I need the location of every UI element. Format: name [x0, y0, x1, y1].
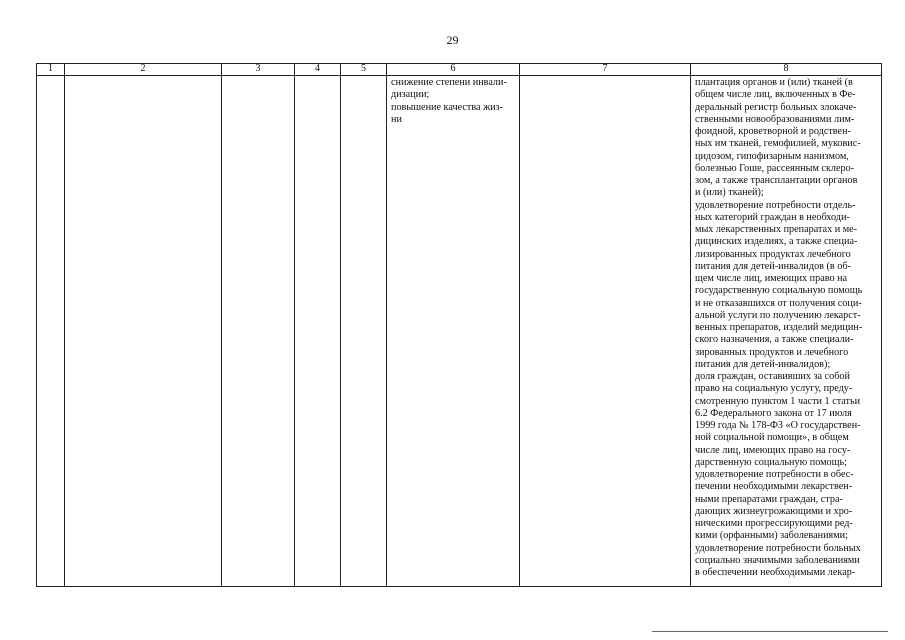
cell-line: венных препаратов, изделий медицин-	[695, 322, 863, 333]
cell-line: повышение качества жиз-	[391, 101, 503, 113]
cell-line: ственными новообразованиями лим-	[695, 113, 855, 125]
cell-line: ных категорий граждан в необходи-	[695, 211, 850, 223]
cell-line: лизированных продуктах лечебного	[695, 248, 851, 260]
cell-line: мых лекарственных препаратах и ме-	[695, 224, 858, 235]
cell-line: дарственную социальную помощь;	[695, 456, 847, 468]
cell-line: дизации;	[391, 89, 430, 101]
cell-col-3	[222, 76, 295, 587]
cell-line: 6.2 Федерального закона от 17 июля	[695, 407, 852, 419]
cell-line: общем числе лиц, включенных в Фе-	[695, 89, 856, 101]
cell-line: право на социальную услугу, преду-	[695, 383, 853, 395]
cell-col-4	[295, 76, 341, 587]
table-row	[37, 76, 882, 587]
cell-line: питания для детей-инвалидов);	[695, 358, 831, 370]
table-header-row	[37, 64, 882, 76]
cell-line: кими (орфанными) заболеваниями;	[695, 530, 848, 542]
cell-line: смотренную пунктом 1 части 1 статьи	[695, 395, 861, 407]
cell-line: удовлетворение потребности больных	[695, 542, 861, 554]
cell-col-7	[520, 76, 691, 587]
column-header-5: 5	[341, 64, 387, 76]
cell-line: удовлетворение потребности в обес-	[695, 469, 854, 480]
cell-line: щем числе лиц, имеющих право на	[695, 273, 848, 284]
cell-col-2	[65, 76, 222, 587]
cell-line: дающих жизнеугрожающими и хро-	[695, 505, 853, 517]
cell-line: деральный регистр больных злокаче-	[695, 101, 857, 113]
document-table	[36, 63, 882, 587]
cell-line: цидозом, гипофизарным нанизмом,	[695, 150, 849, 162]
cell-line: альной услуги по получению лекарст-	[695, 309, 861, 321]
cell-line: числе лиц, имеющих право на госу-	[695, 444, 851, 456]
column-header-3: 3	[222, 64, 295, 76]
cell-col-6-text	[387, 76, 519, 126]
cell-line: ных им тканей, гемофилией, муковис-	[695, 138, 861, 150]
column-header-6: 6	[387, 64, 520, 76]
cell-line: зом, а также трансплантации органов	[695, 175, 858, 186]
cell-col-1	[37, 76, 65, 587]
cell-line: дицинских изделиях, а также специа-	[695, 236, 858, 248]
cell-line: в обеспечении необходимыми лекар-	[695, 567, 856, 578]
column-header-4: 4	[295, 64, 341, 76]
column-header-8: 8	[691, 64, 882, 76]
cell-line: фоидной, кроветворной и родствен-	[695, 126, 851, 137]
cell-line: и не отказавшихся от получения соци-	[695, 297, 862, 309]
cell-line: доля граждан, оставивших за собой	[695, 371, 850, 382]
cell-line: ническими прогрессирующими ред-	[695, 518, 853, 529]
column-header-7: 7	[520, 64, 691, 76]
cell-line: ными препаратами граждан, стра-	[695, 493, 843, 505]
cell-col-5	[341, 76, 387, 587]
cell-line: ского назначения, а также специали-	[695, 334, 854, 346]
cell-line: и (или) тканей);	[695, 187, 764, 199]
cell-col-6	[387, 76, 520, 587]
cell-line: снижение степени инвали-	[391, 77, 507, 88]
cell-line: зированных продуктов и лечебного	[695, 346, 849, 358]
cell-line: болезнью Гоше, рассеянным склеро-	[695, 162, 855, 174]
cell-line: государственную социальную помощь	[695, 285, 863, 297]
cell-col-8	[691, 76, 882, 587]
cell-line: ной социальной помощи», в общем	[695, 432, 849, 444]
cell-line: удовлетворение потребности отдель-	[695, 199, 856, 211]
cell-line: ни	[391, 113, 402, 125]
cell-line: печении необходимыми лекарствен-	[695, 481, 853, 493]
page-number: 29	[446, 33, 459, 47]
cell-line: социально значимыми заболеваниями	[695, 554, 860, 566]
cell-line: плантация органов и (или) тканей (в	[695, 77, 853, 88]
cell-line: питания для детей-инвалидов (в об-	[695, 260, 851, 272]
cell-col-8-text	[691, 76, 881, 579]
column-header-2: 2	[65, 64, 222, 76]
bottom-rule	[652, 631, 888, 632]
cell-line: 1999 года № 178-ФЗ «О государствен-	[695, 420, 861, 431]
column-header-1: 1	[37, 64, 65, 76]
